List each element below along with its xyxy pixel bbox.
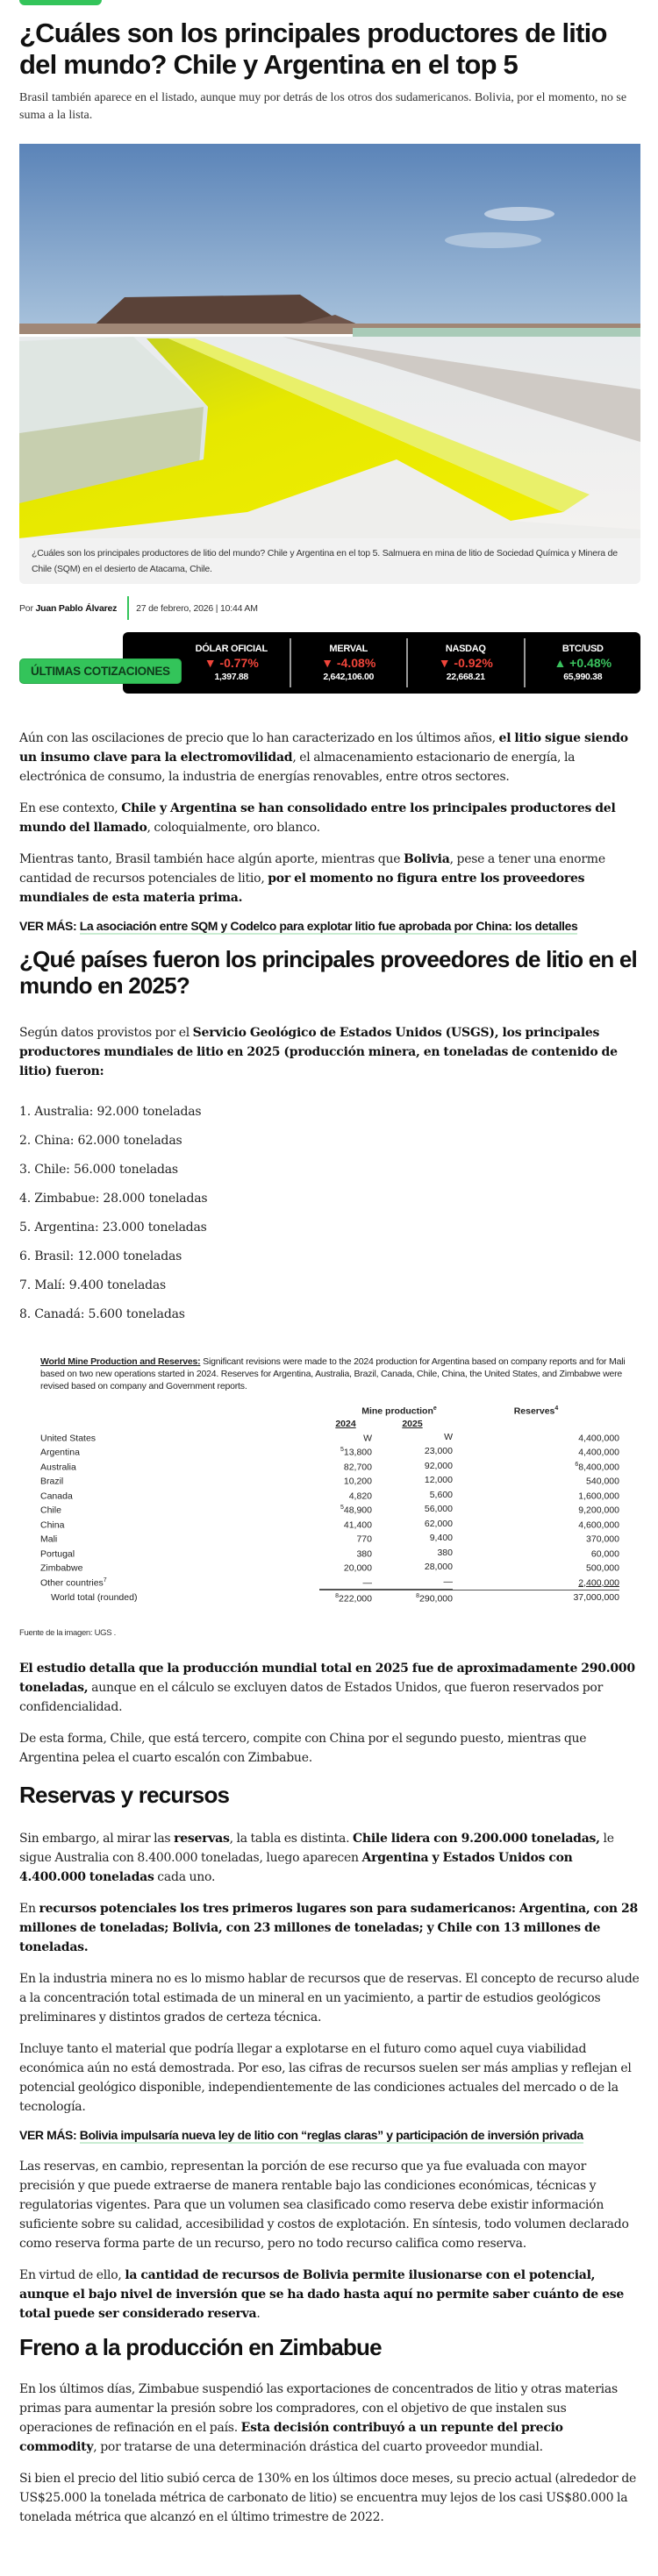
paragraph: Aún con las oscilaciones de precio que lo han caracterizado en los últimos años, el litio sigue siendo un insumo clave para la electromovilidad, el almacenamiento estacionario de energía, la electrónica de consumo, la industria de energías renovables, entre otros sectores. [19,731,628,784]
table-row: Chile $^5$48,900 56,000 9,200,000 [40,1504,619,1516]
quote-change-up: ▲ +0.48% [554,656,612,670]
quote-merval[interactable]: MERVAL ▼ -4.08% 2,642,106.00 [291,638,409,687]
section-heading: ¿Qué países fueron los principales proveedores de litio en el mundo en 2025? [19,946,637,999]
category-tag[interactable] [19,0,102,5]
table-row: Mali 770 9,400 370,000 [40,1533,619,1545]
list-item: 4. Zimbabue: 28.000 toneladas [19,1192,208,1206]
table-row: Portugal 380 380 60,000 [40,1547,619,1559]
list-item: 6. Brasil: 12.000 toneladas [19,1249,182,1263]
byline-divider [127,596,129,620]
paragraph: De esta forma, Chile, que está tercero, compite con China por el segundo puesto, mientras que Argentina pelea el cuarto escalón con Zimbabue. [19,1731,587,1765]
quote-change-down: ▼ -4.08% [321,656,376,670]
table-row: Australia 82,700 92,000 $^6$8,400,000 [40,1460,619,1472]
table-row: Brazil 10,200 12,000 540,000 [40,1475,619,1487]
usgs-intro: World Mine Production and Reserves: Significant revisions were made to the 2024 production for Argentina based on company reports and for Mali based on two new operations started in 2024. Reserves for Argentina, Australia, Brazil, Canada, Chile, China, the United States, and Zimbabwe were revised based on company and Government reports. [40,1356,626,1391]
image-caption: ¿Cuáles son los principales productores de litio del mundo? Chile y Argentina en el top 5. Salmuera en mina de litio de Sociedad Química y Minera de Chile (SQM) en el desierto de Atacama, Chile. [19,538,640,584]
author-link[interactable]: Juan Pablo Álvarez [35,602,118,614]
article-subtitle: Brasil también aparece en el listado, aunque muy por detrás de los otros dos sudamericanos. Bolivia, por el momento, no se suma a la lista. [19,91,627,122]
quote-change-down: ▼ -0.77% [204,656,259,670]
see-more-link-sqm-codelco[interactable]: La asociación entre SQM y Codelco para explotar litio fue aprobada por China: los detalles [79,919,578,933]
table-row: Canada 4,820 5,600 1,600,000 [40,1489,619,1501]
paragraph: Las reservas, en cambio, representan la porción de ese recurso que ya fue evaluada con mayor precisión y que puede extraerse de manera rentable bajo las condiciones económicas, técnicas y regulatorias vigentes. Para que un volumen sea clasificado como reserva debe existir información suficiente sobre su calidad, accesibilidad y costos de explotación. En síntesis, todo volumen declarado como reserva forma parte de un recurso, pero no todo recurso califica como reserva. [19,2159,629,2251]
list-item: 2. China: 62.000 toneladas [19,1134,182,1148]
paragraph: En virtud de ello, la cantidad de recursos de Bolivia permite ilusionarse con el potencial, aunque el bajo nivel de inversión que se ha dado hasta aquí no permite saber cuánto de ese total puede ser considerado reserva. [19,2267,625,2321]
usgs-production-table: Mine production$^e$ Reserves$^4$ 2024 2025 United States W W 4,400,000 Argentina $^5$13,800 23,000 4,400,000 Australia 82,700 92,000 $^6$8,400,000 Brazil 10,200 12,000 540,000 Canada 4,820 5,600 1,600,000 Chile $^5$48,900 56,000 9,200,000 China 41,400 62,000 4,600,000 Mali 770 9,400 370,000 Portugal 380 380 60,000 Zimbabwe 20,000 28,000 500,000 Other countries$^7$ — — 2,400,000 World total (rounded) $^8$222,000 $^8$290,000 37,000,000 [40,1405,619,1605]
hero-image [19,144,640,538]
usgs-table-image [19,1356,640,1605]
quote-change-down: ▼ -0.92% [438,656,493,670]
latest-quotes-label[interactable]: ÚLTIMAS COTIZACIONES [19,658,182,684]
paragraph: Incluye tanto el material que podría llegar a explotarse en el futuro como aquel cuya viabilidad económica aún no está demostrada. Por eso, las cifras de recursos suelen ser más amplias y reflejan el potencial geológico disponible, independientemente de las condiciones actuales del mercado o de la tecnología. [19,2041,632,2114]
image-source: Fuente de la imagen: UGS . [19,1627,116,1638]
publish-date: 27 de febrero, 2026 | 10:44 AM [136,602,258,614]
market-quotes-widget [19,632,640,694]
byline-prefix: Por Juan Pablo Álvarez [19,602,118,614]
list-item: 7. Malí: 9.400 toneladas [19,1278,167,1292]
quote-nasdaq[interactable]: NASDAQ ▼ -0.92% 22,668.21 [408,638,526,687]
paragraph: Mientras tanto, Brasil también hace algún aporte, mientras que Bolivia, pese a tener una enorme cantidad de recursos potenciales de litio, por el momento no figura entre los proveedores mundiales de esta materia prima. [19,852,605,905]
article-body [19,729,640,2544]
article-title: ¿Cuáles son los principales productores de litio del mundo? Chile y Argentina en el top 5 [19,18,607,80]
salt-brine-pond-photo [19,144,640,538]
table-row: China 41,400 62,000 4,600,000 [40,1518,619,1530]
see-more-block: VER MÁS: La asociación entre SQM y Codelco para explotar litio fue aprobada por China: los detalles [19,919,578,933]
list-item: 5. Argentina: 23.000 toneladas [19,1220,207,1235]
byline [19,596,640,620]
table-row: United States W W 4,400,000 [40,1431,619,1443]
table-row: Other countries$^7$ — — 2,400,000 [40,1576,619,1589]
list-item: 3. Chile: 56.000 toneladas [19,1163,178,1177]
quote-dolar-oficial[interactable]: DÓLAR OFICIAL ▼ -0.77% 1,397.88 [174,638,291,687]
quotes-ticker [123,632,640,694]
paragraph: Según datos provistos por el Servicio Geológico de Estados Unidos (USGS), los principales productores mundiales de litio en 2025 (producción minera, en toneladas de contenido de litio) fueron: [19,1026,618,1078]
paragraph: En los últimos días, Zimbabue suspendió las exportaciones de concentrados de litio y otras materias primas para aumentar la presión sobre los compradores, con el objetivo de que instalen sus operaciones de refinación en el país. Esta decisión contribuyó a un repunte del precio commodity, por tratarse de una determinación drástica del cuarto proveedor mundial. [19,2381,618,2454]
see-more-link-bolivia-ley[interactable]: Bolivia impulsaría nueva ley de litio con “reglas claras” y participación de inversión privada [79,2127,583,2142]
section-heading: Freno a la producción en Zimbabue [19,2333,382,2360]
list-item: 1. Australia: 92.000 toneladas [19,1105,202,1119]
see-more-block: VER MÁS: Bolivia impulsaría nueva ley de litio con “reglas claras” y participación de inversión privada [19,2127,583,2142]
producers-ranking-list [19,1102,640,1324]
paragraph: En la industria minera no es lo mismo hablar de recursos que de reservas. El concepto de recurso alude a la concentración total estimada de un mineral en un yacimiento, a partir de estudios geológicos preliminares y distintos grados de certeza técnica. [19,1971,640,2025]
quote-btc-usd[interactable]: BTC/USD ▲ +0.48% 65,990.38 [526,638,641,687]
paragraph: En recursos potenciales los tres primeros lugares son para sudamericanos: Argentina, con 28 millones de toneladas; Bolivia, con 23 millones de toneladas; y Chile con 13 millones de toneladas. [19,1901,638,1954]
table-row-total: World total (rounded) $^8$222,000 $^8$290,000 37,000,000 [40,1590,619,1605]
paragraph: Sin embargo, al mirar las reservas, la tabla es distinta. Chile lidera con 9.200.000 toneladas, le sigue Australia con 8.400.000 toneladas, luego aparecen Argentina y Estados Unidos con 4.400.000 toneladas cada uno. [19,1831,614,1884]
section-heading: Reservas y recursos [19,1781,230,1808]
paragraph: Si bien el precio del litio subió cerca de 130% en los últimos doce meses, su precio actual (alrededor de US$25.000 la tonelada métrica de carbonato de litio) se encuentra muy lejos de los casi US$80.000 la tonelada métrica que alcanzó en el último trimestre de 2022. [19,2471,637,2524]
table-row: Zimbabwe 20,000 28,000 500,000 [40,1562,619,1574]
list-item: 8. Canadá: 5.600 toneladas [19,1307,185,1321]
table-row: Argentina $^5$13,800 23,000 4,400,000 [40,1446,619,1458]
paragraph: En ese contexto, Chile y Argentina se han consolidado entre los principales productores del mundo del llamado, coloquialmente, oro blanco. [19,801,616,835]
paragraph: El estudio detalla que la producción mundial total en 2025 fue de aproximadamente 290.000 toneladas, aunque en el cálculo se excluyen datos de Estados Unidos, que fueron reservados por confidencialidad. [19,1661,635,1714]
